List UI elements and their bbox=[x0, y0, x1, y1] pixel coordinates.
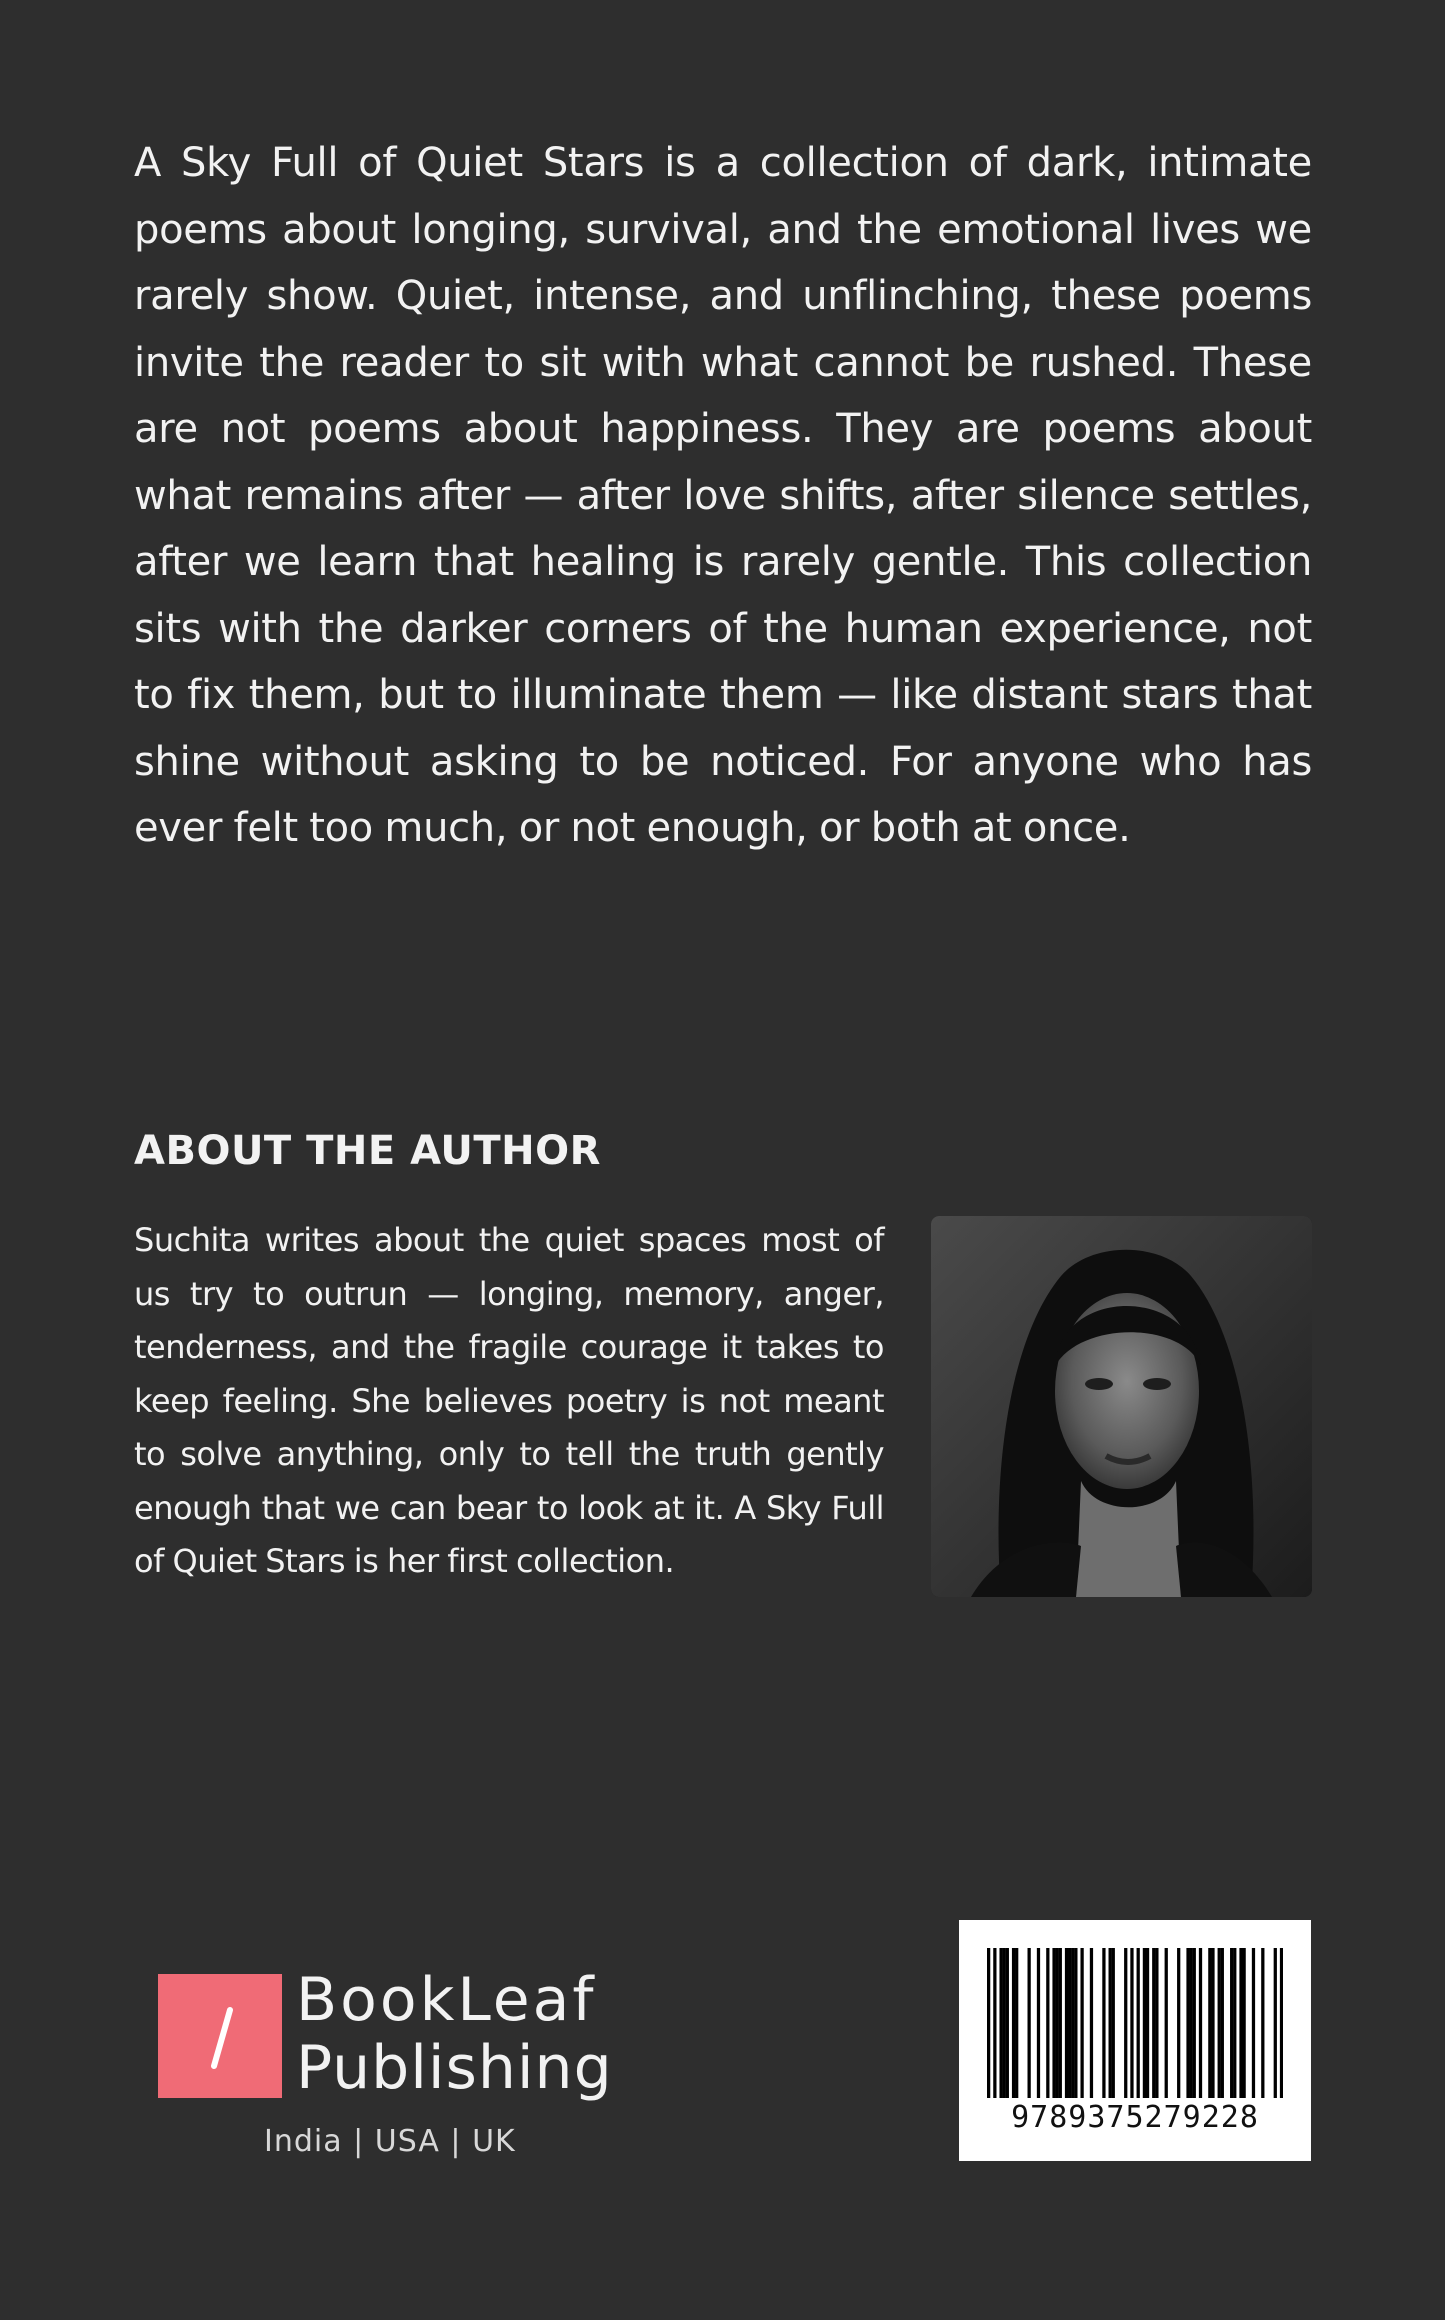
publisher-name-line2: Publishing bbox=[296, 2033, 613, 2103]
barcode-bar bbox=[1012, 1948, 1015, 2098]
barcode-bar bbox=[1028, 1948, 1031, 2098]
barcode-bar bbox=[1186, 1948, 1189, 2098]
book-blurb: A Sky Full of Quiet Stars is a collection of dark, intimate poems about longing, survival, and the emotional lives we rarely show. Quiet, intense, and unflinching, these poems invite the reader to sit with what cannot be rushed. These are not poems about happiness. They are poems about what remains after — after love shifts, after silence settles, after we learn that healing is rarely gentle. This collection sits with the darker corners of the human experience, not to fix them, but to illuminate them — like distant stars that shine without asking to be noticed. For anyone who has ever felt too much, or not enough, or both at once. bbox=[134, 140, 1312, 851]
author-photo bbox=[931, 1216, 1312, 1597]
barcode-bar bbox=[1211, 1948, 1214, 2098]
barcode-bar bbox=[1059, 1948, 1062, 2098]
barcode-bar bbox=[1252, 1948, 1255, 2098]
isbn-number: 9789375279228 bbox=[1011, 2100, 1259, 2135]
barcode-bar bbox=[1074, 1948, 1077, 2098]
barcode-bar bbox=[1261, 1948, 1264, 2098]
barcode-bar bbox=[1015, 1948, 1018, 2098]
barcode-bar bbox=[1124, 1948, 1127, 2098]
barcode-bar bbox=[987, 1948, 990, 2098]
author-portrait-image bbox=[931, 1216, 1312, 1597]
barcode-bar bbox=[1274, 1948, 1277, 2098]
barcode-bar bbox=[1068, 1948, 1071, 2098]
barcode-bar bbox=[1280, 1948, 1283, 2098]
barcode-bar bbox=[1146, 1948, 1149, 2098]
barcode-bar bbox=[1193, 1948, 1196, 2098]
barcode-bar bbox=[1003, 1948, 1006, 2098]
barcode-bar bbox=[1152, 1948, 1155, 2098]
barcode-bar bbox=[1233, 1948, 1236, 2098]
barcode-bar bbox=[1221, 1948, 1224, 2098]
barcode-bar bbox=[993, 1948, 996, 2098]
bookleaf-slash-icon bbox=[158, 1974, 282, 2098]
barcode-bar bbox=[1165, 1948, 1168, 2098]
about-author-text: Suchita writes about the quiet spaces most of us try to outrun — longing, memory, anger, tenderness, and the fragile courage it takes to keep feeling. She believes poetry is not meant to solve anything, only to tell the truth gently enough that we can bear to look at it. A Sky Full of Quiet Stars is her first collection. bbox=[134, 1221, 884, 1580]
publisher-logo bbox=[158, 1964, 638, 2164]
barcode-bar bbox=[1006, 1948, 1009, 2098]
barcode-bar bbox=[1218, 1948, 1221, 2098]
about-author-heading: ABOUT THE AUTHOR bbox=[134, 1128, 601, 1174]
barcode-bar bbox=[1071, 1948, 1074, 2098]
barcode-bar bbox=[1155, 1948, 1158, 2098]
barcode-bar bbox=[1239, 1948, 1242, 2098]
barcode-bar bbox=[1177, 1948, 1180, 2098]
barcode-bar bbox=[1190, 1948, 1193, 2098]
barcode-bar bbox=[1208, 1948, 1211, 2098]
barcode-bar bbox=[1080, 1948, 1083, 2098]
publisher-name-line1: BookLeaf bbox=[296, 1965, 597, 2035]
barcode-bar bbox=[999, 1948, 1002, 2098]
barcode-bar bbox=[1065, 1948, 1068, 2098]
barcode-bar bbox=[1056, 1948, 1059, 2098]
barcode-bar bbox=[1037, 1948, 1040, 2098]
barcode-bar bbox=[1046, 1948, 1049, 2098]
barcode-bar bbox=[1137, 1948, 1140, 2098]
barcode-bar bbox=[1230, 1948, 1233, 2098]
barcode-bar bbox=[1109, 1948, 1112, 2098]
barcode-bar bbox=[1143, 1948, 1146, 2098]
barcode-bar bbox=[1090, 1948, 1093, 2098]
publisher-regions: India | USA | UK bbox=[264, 2124, 516, 2159]
isbn-barcode bbox=[959, 1920, 1311, 2161]
barcode-bar bbox=[1052, 1948, 1055, 2098]
barcode-bar bbox=[1102, 1948, 1105, 2098]
barcode-bar bbox=[1199, 1948, 1202, 2098]
barcode-bar bbox=[1130, 1948, 1133, 2098]
barcode-bar bbox=[1242, 1948, 1245, 2098]
barcode-bars bbox=[987, 1948, 1283, 2098]
barcode-bar bbox=[1112, 1948, 1115, 2098]
